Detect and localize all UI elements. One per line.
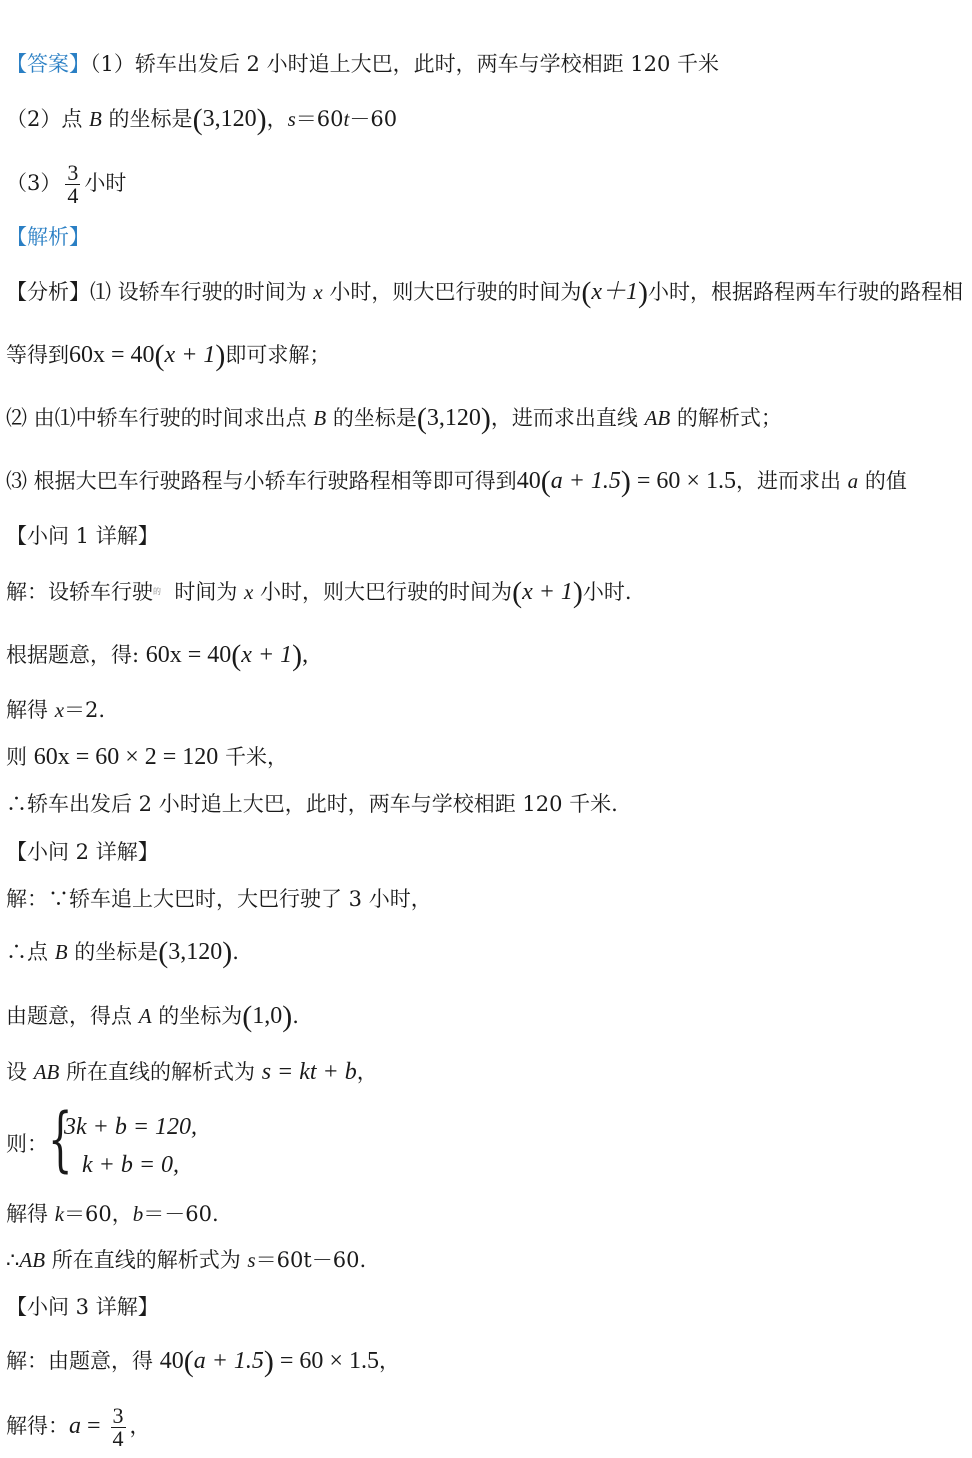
math-expr: 40 <box>159 1348 184 1374</box>
analysis-line-3 <box>6 404 782 433</box>
fraction <box>111 1405 126 1450</box>
answer-part-2-label: （2）点 <box>6 107 90 131</box>
text: ＝60 <box>295 107 344 131</box>
var-x: x <box>313 280 323 304</box>
math-expr: 60x = 40 <box>145 642 232 668</box>
small-mark: 的 <box>153 587 161 596</box>
q1-heading <box>6 522 159 550</box>
analysis-heading <box>6 223 90 251</box>
text: ，进而求出 <box>735 469 848 493</box>
fraction-numerator: 3 <box>112 1403 124 1428</box>
text: ，进而求出直线 <box>490 406 645 430</box>
text: ， <box>266 107 288 131</box>
open-paren: ( <box>154 339 165 372</box>
point-b-symbol: B <box>89 107 102 131</box>
var-a: a <box>847 469 859 493</box>
text: 解：设轿车行驶 <box>6 580 153 604</box>
text: 则： <box>6 1132 48 1156</box>
text: 解得 <box>6 1202 55 1226</box>
text: ⑶ 根据大巴车行驶路程与小轿车行驶路程相等即可得到 <box>6 469 517 493</box>
text: 的坐标是 <box>67 940 159 964</box>
text: 小时. <box>582 580 632 604</box>
q2-line-6 <box>6 1200 219 1228</box>
q2-line-3 <box>6 1002 299 1031</box>
text: . <box>232 940 239 964</box>
coordinate-b: 3,120 <box>168 939 223 965</box>
text: 的解析式； <box>670 406 782 430</box>
text: 解得： <box>6 1414 69 1438</box>
open-paren: ( <box>540 465 551 498</box>
text: ∴轿车出发后 2 小时追上大巴，此时，两车与学校相距 120 千米. <box>6 792 618 816</box>
q2-line-2 <box>6 938 239 967</box>
q1-tag: 【小问 1 详解】 <box>6 524 159 548</box>
close-paren: ) <box>222 936 233 969</box>
text: ， <box>129 1414 151 1438</box>
open-paren: ( <box>512 576 523 609</box>
text: ∴ <box>6 1248 20 1272</box>
math-expr: = 60 × 1.5 <box>630 468 736 494</box>
var-k: k <box>54 1202 65 1226</box>
text: 解：由题意，得 <box>6 1349 160 1373</box>
analysis-tag: 【解析】 <box>6 225 90 249</box>
q3-tag: 【小问 3 详解】 <box>6 1295 159 1319</box>
var-x: x <box>54 698 65 722</box>
text: 所在直线的解析式为 <box>59 1060 262 1084</box>
close-paren: ) <box>620 465 631 498</box>
point-a-symbol: A <box>138 1004 152 1028</box>
math-expr: a + 1.5 <box>193 1348 264 1374</box>
var-b: b <box>132 1202 144 1226</box>
text: ， <box>356 1060 378 1084</box>
text: 小时，则大巴行驶的时间为 <box>253 580 513 604</box>
answer-line-3 <box>6 153 126 213</box>
text: 小时 <box>84 171 127 195</box>
math-expr: 40 <box>516 468 541 494</box>
text: ＝－60. <box>143 1202 219 1226</box>
math-expr: = 60 × 1.5 <box>273 1348 379 1374</box>
q1-line-1 <box>6 578 632 607</box>
math-expr: x＋1 <box>591 279 639 305</box>
text: 的坐标为 <box>151 1004 243 1028</box>
close-paren: ) <box>292 639 303 672</box>
math-expr: x + 1 <box>241 642 293 668</box>
answer-line-1 <box>6 50 719 78</box>
left-brace-icon: { <box>48 1097 73 1180</box>
point-b-symbol: B <box>313 406 327 430</box>
answer-part-3-label: （3） <box>6 171 62 195</box>
text: 解得 <box>6 698 55 722</box>
fraction <box>65 162 80 207</box>
q3-line-2 <box>6 1398 151 1454</box>
answer-part-1: （1）轿车出发后 2 小时追上大巴，此时，两车与学校相距 120 千米 <box>90 52 720 76</box>
open-paren: ( <box>192 103 203 136</box>
text: 解：∵轿车追上大巴时，大巴行驶了 3 小时， <box>6 887 432 911</box>
open-paren: ( <box>231 639 242 672</box>
text: ⑴ 设轿车行驶的时间为 <box>90 280 314 304</box>
q1-line-4 <box>6 743 288 771</box>
q3-heading <box>6 1293 159 1321</box>
text: 所在直线的解析式为 <box>45 1248 248 1272</box>
text: ＝60， <box>64 1202 133 1226</box>
text: ＝60t－60. <box>255 1248 367 1272</box>
analysis-line-4 <box>6 467 907 496</box>
q2-tag: 【小问 2 详解】 <box>6 840 159 864</box>
q2-line-4 <box>6 1058 378 1086</box>
text: 即可求解； <box>225 343 331 367</box>
math-expr: x + 1 <box>164 342 216 368</box>
text: 时间为 <box>174 580 245 604</box>
q2-line-1 <box>6 885 432 913</box>
answer-line-2 <box>6 105 397 134</box>
text: 千米， <box>218 745 288 769</box>
open-paren: ( <box>183 1345 194 1378</box>
coordinate-b: 3,120 <box>202 106 257 132</box>
equation-system <box>48 1097 198 1184</box>
text: －60 <box>349 107 398 131</box>
q1-line-2 <box>6 641 308 670</box>
fraction-numerator: 3 <box>67 160 79 185</box>
close-paren: ) <box>215 339 226 372</box>
q1-line-5 <box>6 790 618 818</box>
analysis-line-1 <box>6 278 963 307</box>
open-paren: ( <box>581 276 592 309</box>
text: ＝2. <box>64 698 106 722</box>
analysis-lead: 【分析】 <box>6 280 90 304</box>
math-expr: a + 1.5 <box>550 468 621 494</box>
close-paren: ) <box>572 576 583 609</box>
open-paren: ( <box>242 1000 253 1033</box>
q2-line-5 <box>6 1097 198 1184</box>
var-s: s <box>287 107 296 131</box>
point-b-symbol: B <box>54 940 68 964</box>
var-s: s <box>247 1248 256 1272</box>
line-ab-symbol: AB <box>33 1060 60 1084</box>
system-row-2: k + b = 0, <box>82 1151 180 1178</box>
close-paren: ) <box>256 103 267 136</box>
system-row-1: 3k + b = 120, <box>64 1113 198 1140</box>
text: 则 <box>6 745 34 769</box>
var-t: t <box>343 107 350 131</box>
text: 等得到 <box>6 343 69 367</box>
text: 根据题意，得: <box>6 643 146 667</box>
text: ∴点 <box>6 940 55 964</box>
close-paren: ) <box>638 276 649 309</box>
close-paren: ) <box>282 1000 293 1033</box>
q1-line-3 <box>6 696 105 724</box>
open-paren: ( <box>416 402 427 435</box>
q2-line-7 <box>6 1246 366 1274</box>
text: 的值 <box>858 469 907 493</box>
open-paren: ( <box>158 936 169 969</box>
text: 的坐标是 <box>101 107 193 131</box>
coordinate-b: 3,120 <box>426 405 481 431</box>
analysis-line-2 <box>6 341 330 370</box>
line-ab-symbol: AB <box>644 406 671 430</box>
text: 由题意，得点 <box>6 1004 139 1028</box>
close-paren: ) <box>480 402 491 435</box>
text: 小时，根据路程两车行驶的路程相 <box>648 280 964 304</box>
line-equation: s = kt + b <box>261 1059 357 1085</box>
fraction-denominator: 4 <box>67 183 79 208</box>
text: . <box>292 1004 299 1028</box>
var-x: x <box>244 580 254 604</box>
var-a: a <box>69 1413 81 1439</box>
q3-line-1 <box>6 1347 400 1376</box>
fraction-denominator: 4 <box>112 1426 124 1451</box>
close-paren: ) <box>263 1345 274 1378</box>
math-expr: 60x = 40 <box>69 342 155 368</box>
text: 小时，则大巴行驶的时间为 <box>322 280 582 304</box>
text: 的坐标是 <box>326 406 417 430</box>
text: , <box>302 642 309 668</box>
text: ⑵ 由⑴中轿车行驶的时间求出点 <box>6 406 314 430</box>
text: ， <box>378 1349 400 1373</box>
q2-heading <box>6 838 159 866</box>
answer-tag: 【答案】 <box>6 52 90 76</box>
line-ab-symbol: AB <box>19 1248 46 1272</box>
text: = <box>81 1413 107 1439</box>
coordinate-a: 1,0 <box>252 1003 283 1029</box>
text: 设 <box>6 1060 34 1084</box>
math-expr: x + 1 <box>522 579 573 605</box>
math-expr: 60x = 60 × 2 = 120 <box>33 744 219 770</box>
